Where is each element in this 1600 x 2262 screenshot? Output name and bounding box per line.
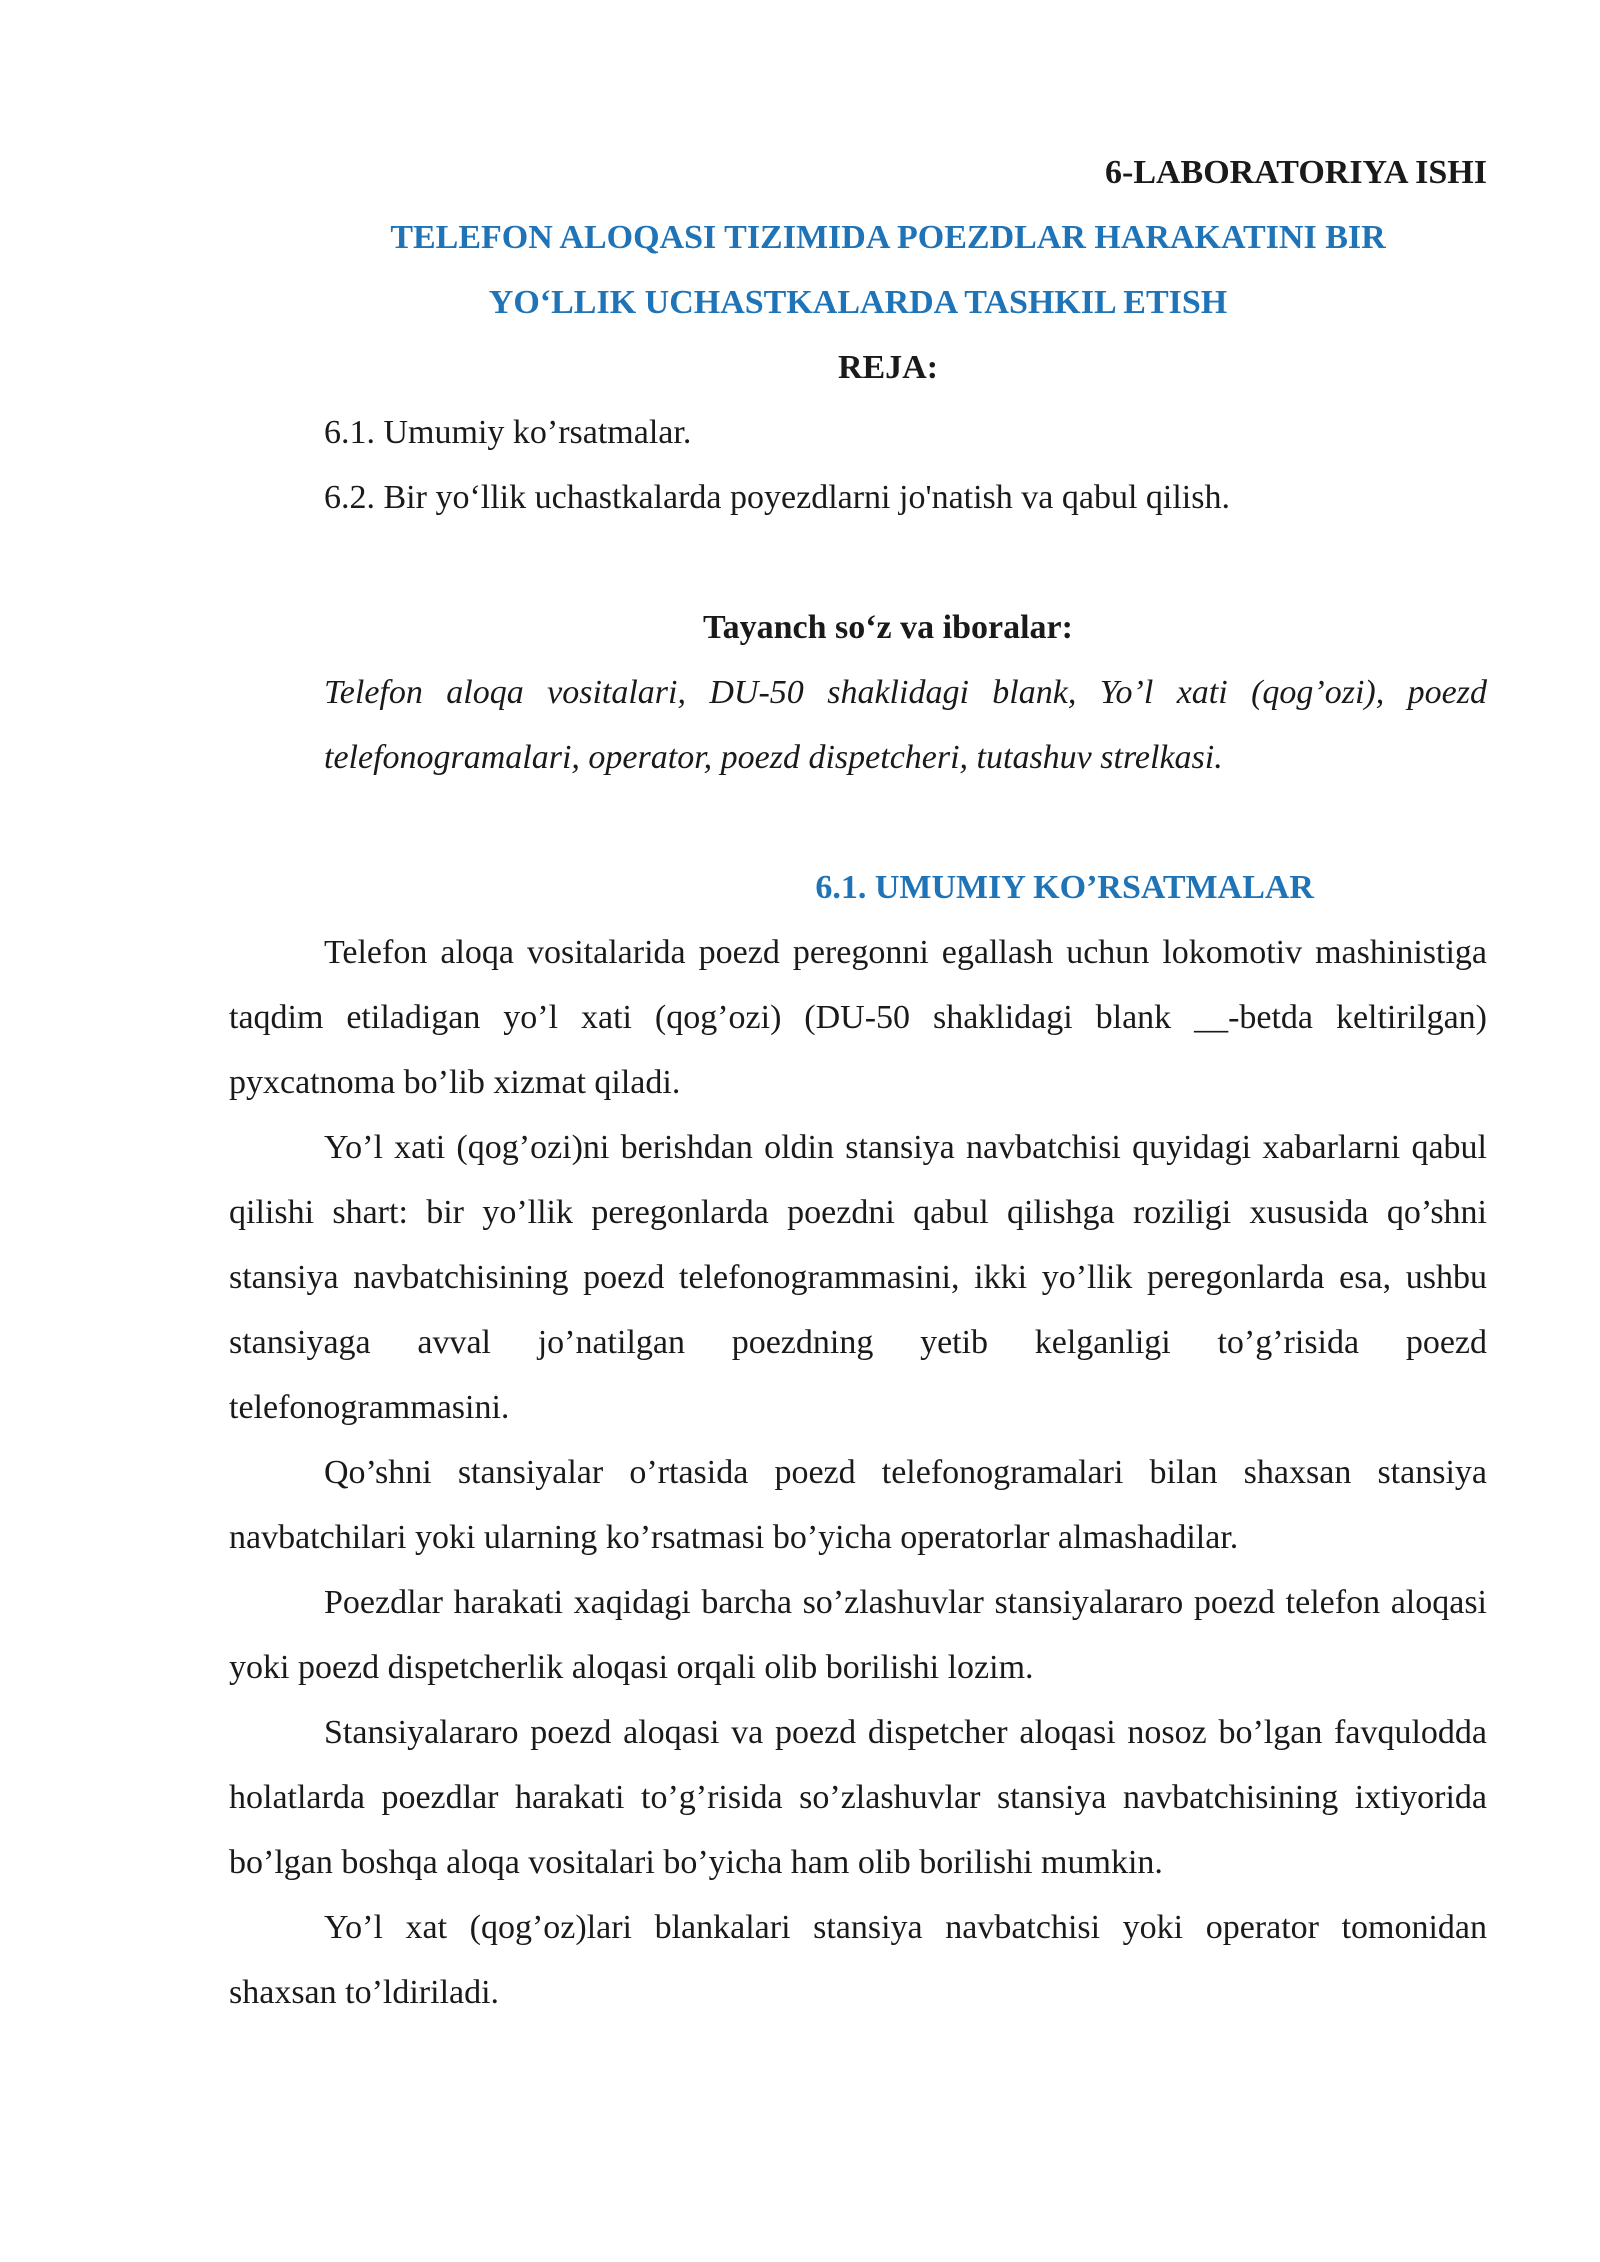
section-title: 6.1. UMUMIY KO’RSATMALAR [815, 869, 1314, 906]
spacer [229, 790, 1487, 855]
paragraph-6: Yo’l xat (qog’oz)lari blankalari stansiya navbatchisi yoki operator tomonidan shaxsan to’ldiriladi. [229, 1909, 1487, 2011]
keywords-text: Telefon aloqa vositalari, DU-50 shaklidagi blank, Yo’l xati (qog’ozi), poezd telefonogramalari, operator, poezd dispetcheri, tutashuv strelkasi. [324, 674, 1487, 776]
plan-heading: REJA: [837, 349, 939, 386]
plan-item-2: 6.2. Bir yo‘llik uchastkalarda poyezdlarni jo'natish va qabul qilish. [324, 479, 1230, 516]
spacer [229, 530, 1487, 595]
plan-item-1: 6.1. Umumiy ko’rsatmalar. [324, 414, 692, 451]
paragraph-2: Yo’l xati (qog’ozi)ni berishdan oldin stansiya navbatchisi quyidagi xabarlarni qabul qilishi shart: bir yo’llik peregonlarda poezdni qabul qilishga roziligi xususida qo’shni stansiya navbatchisining poezd telefonogrammasini, ikki yo’llik peregonlarda esa, ushbu stansiyaga avval jo’natilgan poezdning yetib kelganligi to’g’risida poezd telefonogrammasini. [229, 1129, 1487, 1426]
paragraph-1: Telefon aloqa vositalarida poezd peregonni egallash uchun lokomotiv mashinistiga taqdim etiladigan yo’l xati (qog’ozi) (DU-50 shaklidagi blank __-betda keltirilgan) pyxcatnoma bo’lib xizmat qiladi. [229, 934, 1487, 1101]
paragraph-3: Qo’shni stansiyalar o’rtasida poezd telefonogramalari bilan shaxsan stansiya navbatchilari yoki ularning ko’rsatmasi bo’yicha operatorlar almashadilar. [229, 1454, 1487, 1556]
keywords-heading: Tayanch so‘z va iboralar: [703, 609, 1073, 646]
paragraph-5: Stansiyalararo poezd aloqasi va poezd dispetcher aloqasi nosoz bo’lgan favqulodda holatlarda poezdlar harakati to’g’risida so’zlashuvlar stansiya navbatchisining ixtiyorida bo’lgan boshqa aloqa vositalari bo’yicha ham olib borilishi mumkin. [229, 1714, 1487, 1881]
document-page [229, 140, 1487, 2025]
main-title-line-1: TELEFON ALOQASI TIZIMIDA POEZDLAR HARAKATINI BIR [390, 219, 1386, 256]
lab-title: 6-LABORATORIYA ISHI [1105, 154, 1487, 191]
paragraph-4: Poezdlar harakati xaqidagi barcha so’zlashuvlar stansiyalararo poezd telefon aloqasi yoki poezd dispetcherlik aloqasi orqali olib borilishi lozim. [229, 1584, 1487, 1686]
main-title-line-2: YO‘LLIK UCHASTKALARDA TASHKIL ETISH [488, 284, 1228, 321]
